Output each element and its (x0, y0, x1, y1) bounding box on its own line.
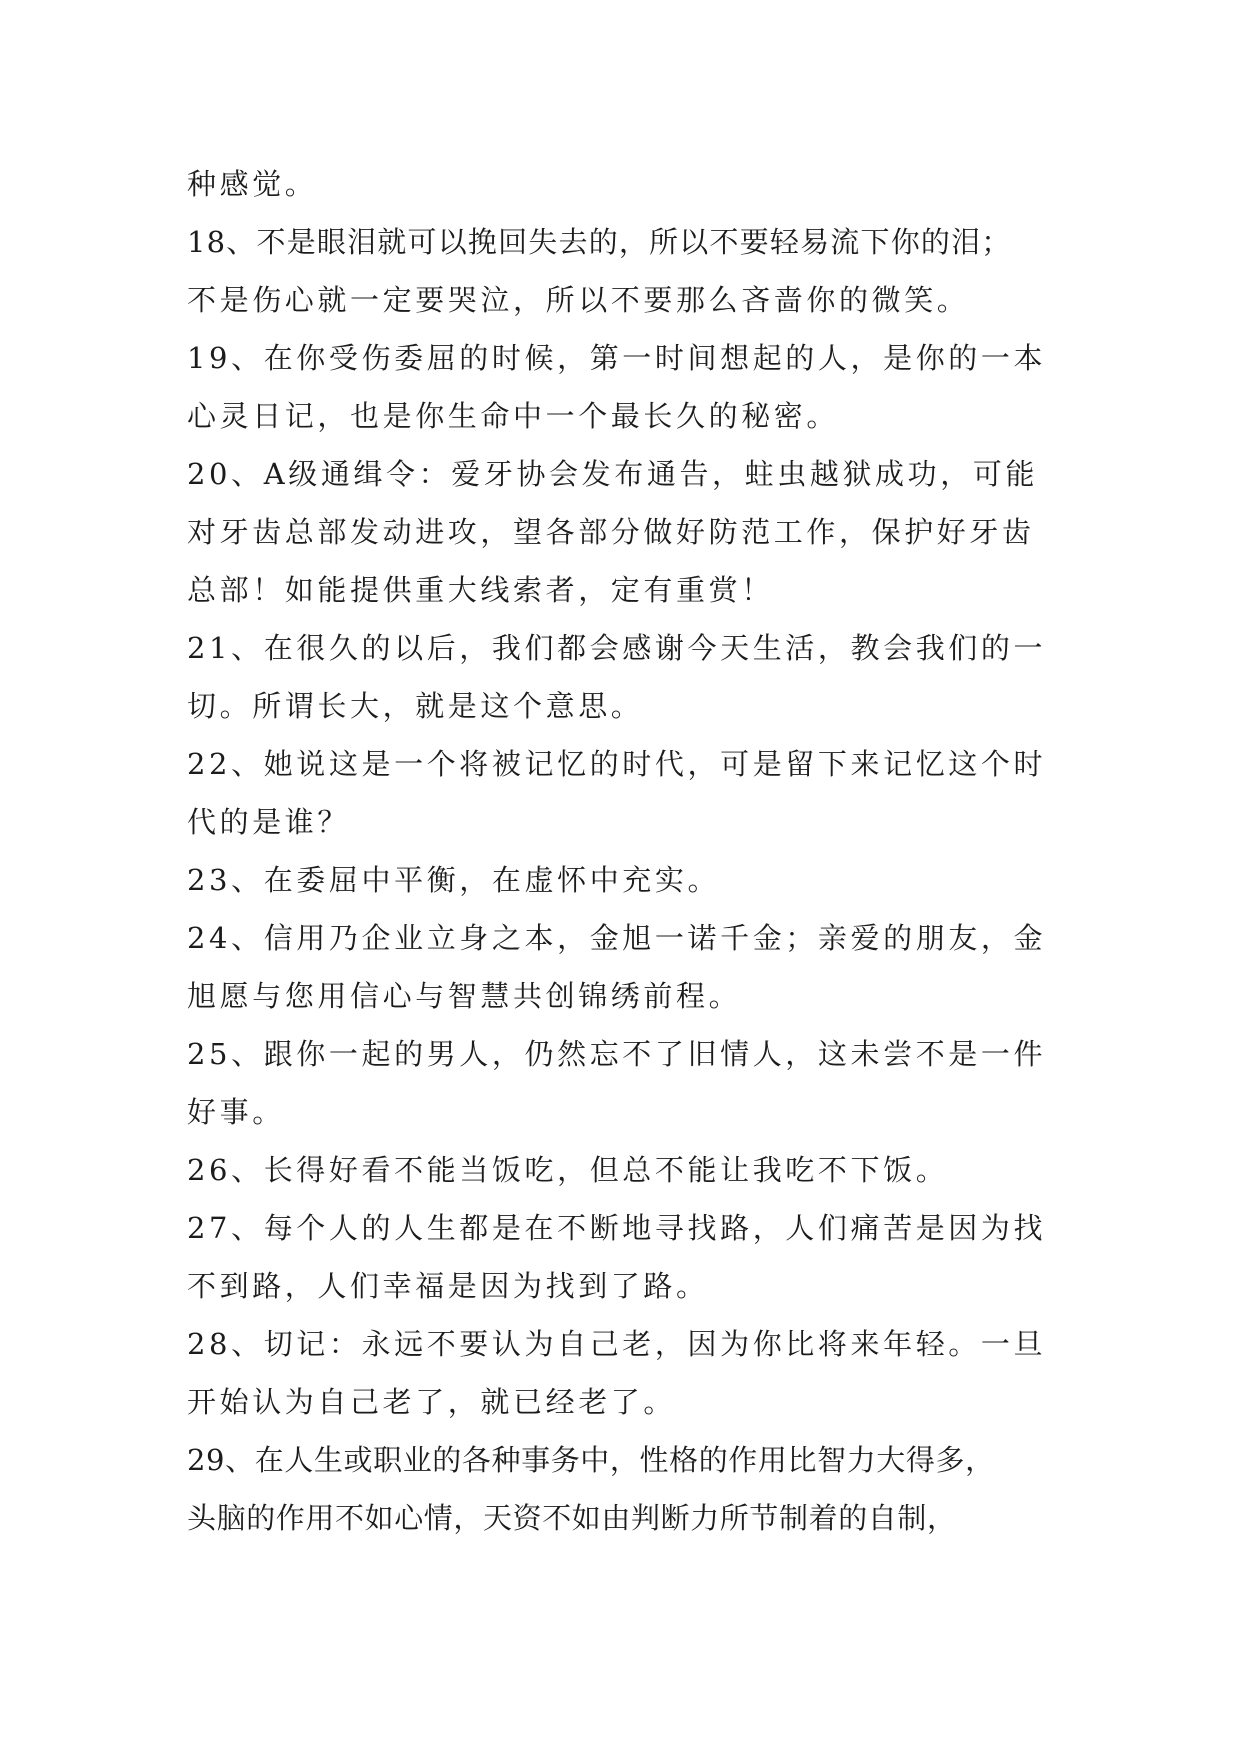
text-line: 29、在人生或职业的各种事务中，性格的作用比智力大得多， (187, 1443, 995, 1477)
text-line: 25、跟你一起的男人，仍然忘不了旧情人，这未尝不是一件 (187, 1037, 1047, 1071)
text-line: 总部！如能提供重大线索者，定有重赏！ (187, 573, 774, 607)
text-line: 旭愿与您用信心与智慧共创锦绣前程。 (187, 979, 742, 1013)
text-line: 22、她说这是一个将被记忆的时代，可是留下来记忆这个时 (187, 747, 1047, 781)
text-line: 头脑的作用不如心情，天资不如由判断力所节制着的自制， (187, 1501, 957, 1535)
text-line: 切。所谓长大，就是这个意思。 (187, 689, 644, 723)
text-line: 23、在委屈中平衡，在虚怀中充实。 (187, 863, 721, 897)
text-line: 心灵日记，也是你生命中一个最长久的秘密。 (187, 399, 840, 433)
text-line: 26、长得好看不能当饭吃，但总不能让我吃不下饭。 (187, 1153, 949, 1187)
text-line: 24、信用乃企业立身之本，金旭一诺千金；亲爱的朋友，金 (187, 921, 1047, 955)
text-line: 18、不是眼泪就可以挽回失去的，所以不要轻易流下你的泪； (187, 225, 1012, 259)
text-line: 27、每个人的人生都是在不断地寻找路，人们痛苦是因为找 (187, 1211, 1047, 1245)
text-line: 不是伤心就一定要哭泣，所以不要那么吝啬你的微笑。 (187, 283, 970, 317)
text-line: 代的是谁？ (187, 805, 351, 839)
text-line: 不到路，人们幸福是因为找到了路。 (187, 1269, 709, 1303)
text-line: 28、切记：永远不要认为自己老，因为你比将来年轻。一旦 (187, 1327, 1047, 1361)
document-body (187, 155, 1057, 1547)
text-line: 19、在你受伤委屈的时候，第一时间想起的人，是你的一本 (187, 341, 1047, 375)
text-line: 20、A级通缉令：爱牙协会发布通告，蛀虫越狱成功，可能 (187, 457, 1039, 491)
text-line: 好事。 (187, 1095, 285, 1129)
text-line: 开始认为自己老了，就已经老了。 (187, 1385, 677, 1419)
text-line: 对牙齿总部发动进攻，望各部分做好防范工作，保护好牙齿 (187, 515, 1035, 549)
text-line: 种感觉。 (187, 167, 318, 201)
text-line: 21、在很久的以后，我们都会感谢今天生活，教会我们的一 (187, 631, 1047, 665)
